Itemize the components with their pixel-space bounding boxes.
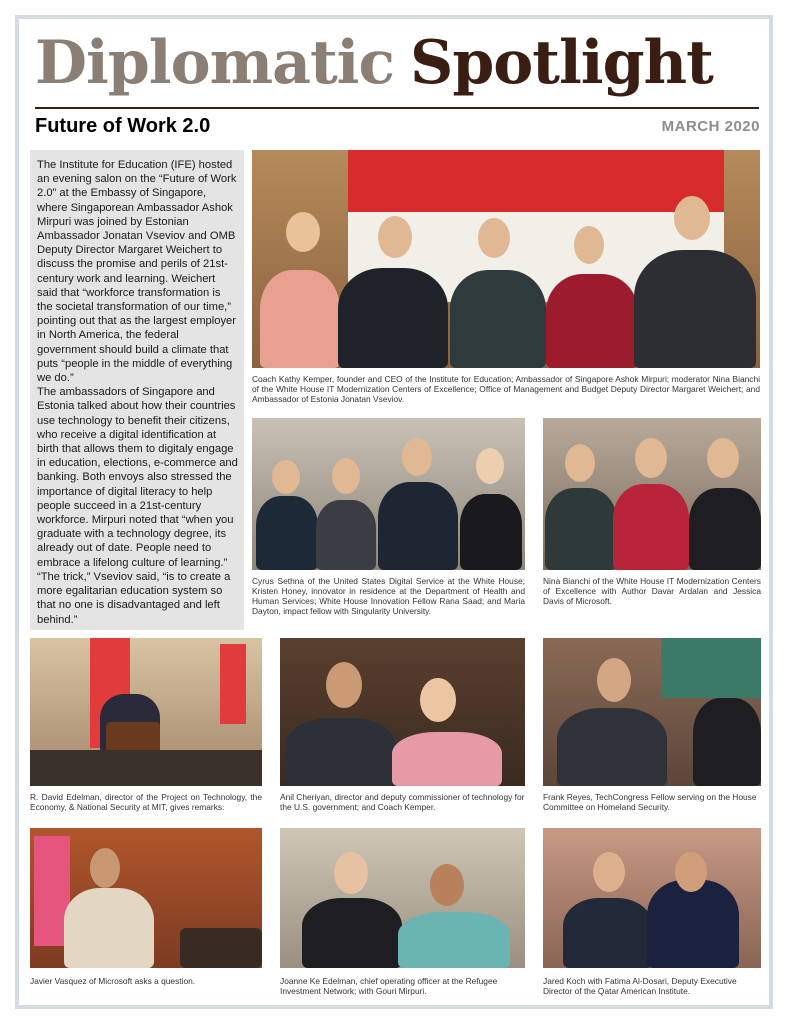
caption-photo-7: Javier Vasquez of Microsoft asks a question. [30,976,196,986]
article-paragraph-1: The Institute for Education (IFE) hosted an evening salon on the “Future of Work 2.0” at the Embassy of Singapore, where Singaporean Ambassador Ashok Mirpuri was joined by Estonian Ambassador Jonatan Vseviov and OMB Deputy Director Margaret Weichert to discuss the promise and perils of 21st-century work and learning. Weichert said that “workforce transformation is the societal transformation of our time,” pointing out that as the largest employer in North America, the federal government should build a climate that puts “people in the middle of everything we do.” [37,159,237,385]
photo-two-women [280,828,525,968]
caption-photo-8: Joanne Ke Edelman, chief operating officer at the Refugee Investment Network; with Gouri Mirpuri. [280,976,498,996]
photo-three-women [543,418,761,570]
masthead-rule [35,107,759,109]
caption-photo-2: Cyrus Sethna of the United States Digital Service at the White House; Kristen Honey, innovator in residence at the Department of Health and Human Services; White House Innovation Fellow Rana Saad; and Maria Dayton, impact fellow with Singularity University. [252,576,525,616]
photo-group-flag [252,150,760,368]
caption-photo-5: Anil Cheriyan, director and deputy commissioner of technology for the U.S. government; and Coach Kemper. [280,792,525,812]
issue-date: MARCH 2020 [661,118,760,135]
article-body [30,150,244,630]
photo-questioner [30,828,262,968]
caption-photo-4: R. David Edelman, director of the Project on Technology, the Economy, & National Security at MIT, gives remarks. [30,792,262,812]
masthead-spotlight: Spotlight [410,28,713,98]
caption-photo-1: Coach Kathy Kemper, founder and CEO of the Institute for Education; Ambassador of Singapore Ashok Mirpuri; moderator Nina Bianchi of the White House IT Modernization Centers of Excellence; Office of Management and Budget Deputy Director Margaret Weichert; and Ambassador of Estonia Jonatan Vseviov. [252,374,760,404]
masthead-diplomatic: Diplomatic [35,28,394,98]
caption-photo-6: Frank Reyes, TechCongress Fellow serving on the House Committee on Homeland Security. [543,792,757,812]
photo-man-woman-hijab [543,828,761,968]
photo-two-people [280,638,525,786]
masthead [35,28,713,108]
article-paragraph-2: The ambassadors of Singapore and Estonia talked about how their countries use technology to benefit their citizens, who receive a digital identification at birth that allows them to digitaly engage in education, elections, e-commerce and banking. Both envoys also stressed the importance of digital literacy to help people succeed in a 21st-century workforce. Mirpuri noted that “when you graduate with a technology degree, its already out of date. People need to embrace a lifelong culture of learning.” “The trick,” Vseviov said, “is to create a more egalitarian education system so that no one is disadvantaged and left behind.” [37,386,238,626]
article-title: Future of Work 2.0 [35,115,211,137]
photo-four-people [252,418,525,570]
caption-photo-9: Jared Koch with Fatima Al-Dosari, Deputy Executive Director of the Qatar American Institute. [543,976,737,996]
photo-man-medal [543,638,761,786]
caption-photo-3: Nina Bianchi of the White House IT Modernization Centers of Excellence with Author Davar Ardalan and Jessica Davis of Microsoft. [543,576,761,606]
photo-speaker-podium [30,638,262,786]
singapore-flag-red [348,150,724,212]
